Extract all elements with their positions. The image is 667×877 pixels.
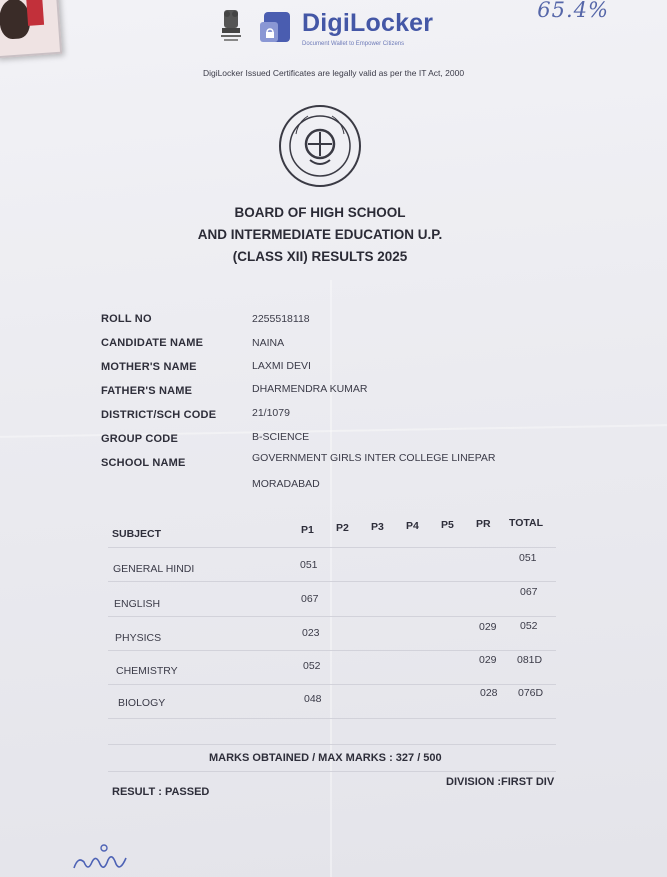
school-name-value: GOVERNMENT GIRLS INTER COLLEGE LINEPAR <box>252 452 496 464</box>
candidate-name-label: CANDIDATE NAME <box>101 337 204 349</box>
p1-cell: 048 <box>304 693 322 705</box>
digilocker-tagline: Document Wallet to Empower Citizens <box>302 41 405 47</box>
subject-cell: GENERAL HINDI <box>113 563 195 575</box>
photo-corner <box>0 0 62 58</box>
mother-name-value: LAXMI DEVI <box>252 360 311 372</box>
photo-background <box>26 0 44 26</box>
table-rule <box>108 547 556 548</box>
total-cell: 067 <box>520 586 538 598</box>
group-code-label: GROUP CODE <box>101 433 178 445</box>
legal-validity-note: DigiLocker Issued Certificates are legally valid as per the IT Act, 2000 <box>202 68 465 78</box>
paper-crease <box>330 280 332 877</box>
division: DIVISION :FIRST DIV <box>446 776 555 788</box>
table-rule <box>108 616 556 617</box>
header-total: TOTAL <box>509 517 544 529</box>
header-p1: P1 <box>301 524 314 536</box>
table-rule <box>108 718 556 719</box>
header-p2: P2 <box>336 522 349 534</box>
father-name-label: FATHER'S NAME <box>101 385 193 397</box>
father-name-value: DHARMENDRA KUMAR <box>252 383 368 395</box>
p1-cell: 051 <box>300 559 318 571</box>
candidate-name-value: NAINA <box>252 337 285 349</box>
total-cell: 081D <box>517 654 543 666</box>
table-rule <box>108 771 556 772</box>
header-p5: P5 <box>441 519 454 531</box>
subject-cell: PHYSICS <box>115 632 162 644</box>
header-p3: P3 <box>371 521 384 533</box>
header-subject: SUBJECT <box>112 528 162 540</box>
digilocker-logo-icon <box>260 10 294 44</box>
handwritten-percentage: 65.4% <box>537 0 609 22</box>
subject-cell: BIOLOGY <box>118 697 166 709</box>
header-pr: PR <box>476 518 491 530</box>
table-rule <box>108 650 556 651</box>
school-name-label: SCHOOL NAME <box>101 457 186 469</box>
result-status: RESULT : PASSED <box>112 786 210 798</box>
digilocker-title: DigiLocker <box>302 9 434 37</box>
subject-cell: ENGLISH <box>114 598 161 610</box>
subject-cell: CHEMISTRY <box>116 665 178 677</box>
board-seal-icon <box>278 104 362 188</box>
national-emblem-icon <box>218 6 244 46</box>
roll-no-label: ROLL NO <box>101 313 152 325</box>
p1-cell: 067 <box>301 593 319 605</box>
board-title-line2: AND INTERMEDIATE EDUCATION U.P. <box>197 227 443 242</box>
total-cell: 076D <box>518 687 544 699</box>
roll-no-value: 2255518118 <box>252 313 310 325</box>
header-p4: P4 <box>406 520 419 532</box>
school-name-value-line2: MORADABAD <box>252 478 320 490</box>
total-cell: 051 <box>519 552 537 564</box>
table-rule <box>108 581 556 582</box>
district-code-value: 21/1079 <box>252 407 290 419</box>
handwritten-signature <box>70 842 150 876</box>
board-title-line3: (CLASS XII) RESULTS 2025 <box>232 249 408 264</box>
table-rule <box>108 744 556 745</box>
board-title-line1: BOARD OF HIGH SCHOOL <box>234 205 406 220</box>
pr-cell: 029 <box>479 654 497 666</box>
pr-cell: 028 <box>480 687 498 699</box>
total-cell: 052 <box>520 620 538 632</box>
district-code-label: DISTRICT/SCH CODE <box>101 409 217 421</box>
marks-obtained: MARKS OBTAINED / MAX MARKS : 327 / 500 <box>209 752 442 764</box>
p1-cell: 052 <box>303 660 321 672</box>
mother-name-label: MOTHER'S NAME <box>101 361 197 373</box>
p1-cell: 023 <box>302 627 320 639</box>
group-code-value: B-SCIENCE <box>252 431 310 443</box>
pr-cell: 029 <box>479 621 497 633</box>
table-rule <box>108 684 556 685</box>
